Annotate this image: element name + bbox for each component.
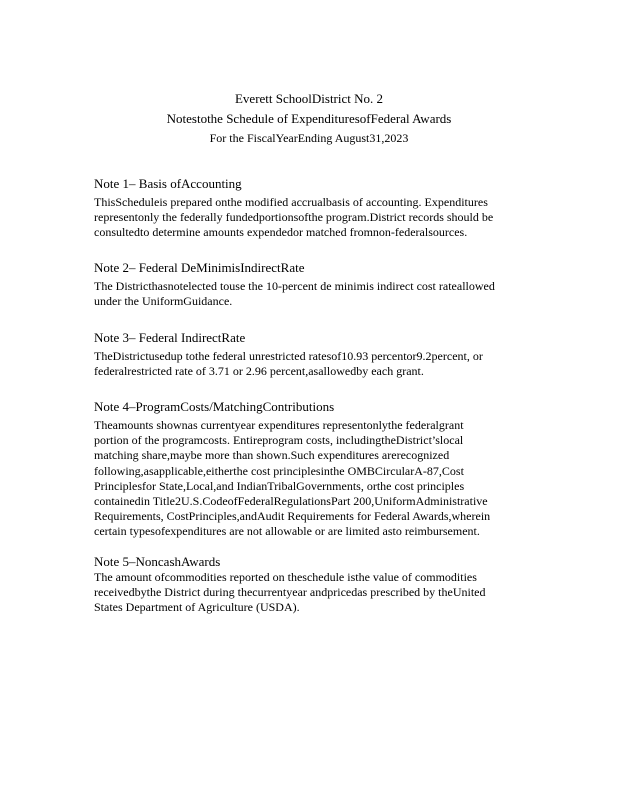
note-3: [94, 329, 514, 379]
note-body: Theamounts shownas currentyear expenditures representonlythe federalgrant portion of the programcosts. Entireprogram costs, includingtheDistrict’slocal matching share,maybe more than shown.Such expenditures arerecognized following,asapplicable,eitherthe cost principlesinthe OMBCircularA-87,Cost Principlesfor State,Local,and IndianTribalGovernments, orthe cost principles containedin Title2U.S.CodeofFederalRegulationsPart 200,UniformAdministrative Requirements, CostPrinciples,andAudit Requirements for Federal Awards,wherein certain typesofexpenditures are not allowable or are limited asto reimbursement.: [94, 418, 491, 539]
district-name: Everett SchoolDistrict No. 2: [234, 91, 384, 106]
document-header: [0, 89, 618, 148]
note-4: [94, 398, 514, 540]
note-body: The Districthasnotelected touse the 10-percent de minimis indirect cost rateallowed under the UniformGuidance.: [94, 279, 495, 309]
note-title: Note 5–NoncashAwards: [94, 554, 221, 569]
note-title: Note 1– Basis ofAccounting: [94, 176, 242, 191]
note-2: [94, 259, 514, 309]
note-5: [94, 553, 514, 616]
note-1: [94, 175, 514, 241]
note-body: ThisScheduleis prepared onthe modified accrualbasis of accounting. Expenditures representonly the federally fundedportionsofthe program.District records should be consultedto determine amounts expendedor matched fromnon-federalsources.: [94, 195, 494, 240]
note-title: Note 4–ProgramCosts/MatchingContributions: [94, 399, 335, 414]
note-body: TheDistrictusedup tothe federal unrestricted ratesof10.93 percentor9.2percent, or federalrestricted rate of 3.71 or 2.96 percent,asallowedby each grant.: [94, 349, 483, 379]
note-title: Note 2– Federal DeMinimisIndirectRate: [94, 260, 305, 275]
note-body: The amount ofcommodities reported on theschedule isthe value of commodities receivedbythe District during thecurrentyear andpricedas prescribed by theUnited States Department of Agriculture (USDA).: [94, 570, 486, 615]
note-title: Note 3– Federal IndirectRate: [94, 330, 246, 345]
document-title: Notestothe Schedule of ExpendituresofFederal Awards: [166, 111, 452, 126]
fiscal-year: For the FiscalYearEnding August31,2023: [209, 131, 409, 145]
